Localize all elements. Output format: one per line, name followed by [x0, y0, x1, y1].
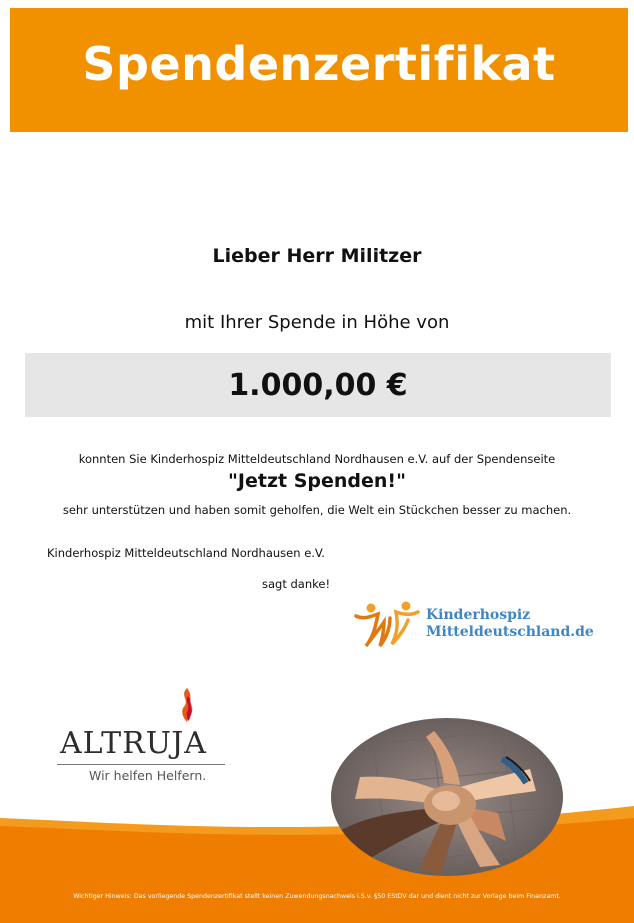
kinderhospiz-logo — [354, 600, 594, 650]
altruja-tagline: Wir helfen Helfern. — [89, 768, 207, 783]
body-line-1: konnten Sie Kinderhospiz Mitteldeutschland Nordhausen e.V. auf der Spendenseite — [78, 452, 556, 466]
header-banner — [10, 8, 628, 132]
organization-name: Kinderhospiz Mitteldeutschland Nordhausen e.V. — [47, 546, 325, 560]
altruja-divider — [57, 764, 225, 765]
campaign-name: "Jetzt Spenden!" — [228, 470, 406, 492]
kinderhospiz-logo-text — [426, 607, 594, 641]
amount-box — [25, 353, 611, 417]
footer-disclaimer: Wichtiger Hinweis: Das vorliegende Spendenzertifikat stellt keinen Zuwendungsnachweis i.S.v. §50 EStDV dar und dient nicht zur Vorlage beim Finanzamt. — [73, 893, 561, 900]
donation-amount: 1.000,00 € — [228, 367, 408, 403]
intro-text: mit Ihrer Spende in Höhe von — [184, 312, 450, 333]
salutation: Lieber Herr Militzer — [212, 245, 422, 267]
altruja-name: ALTRUJA — [60, 726, 207, 761]
flame-icon — [175, 686, 199, 726]
altruja-logo — [55, 686, 235, 786]
thanks-text: sagt danke! — [262, 577, 331, 591]
body-line-2: sehr unterstützen und haben somit geholfen, die Welt ein Stückchen besser zu machen. — [62, 503, 572, 517]
page-title: Spendenzertifikat — [82, 37, 556, 91]
hands-stacked-photo — [330, 717, 564, 877]
kinderhospiz-logo-line2: Mitteldeutschland.de — [426, 624, 594, 640]
kinderhospiz-figures-icon — [354, 600, 420, 648]
kinderhospiz-logo-line1: Kinderhospiz — [426, 607, 531, 623]
